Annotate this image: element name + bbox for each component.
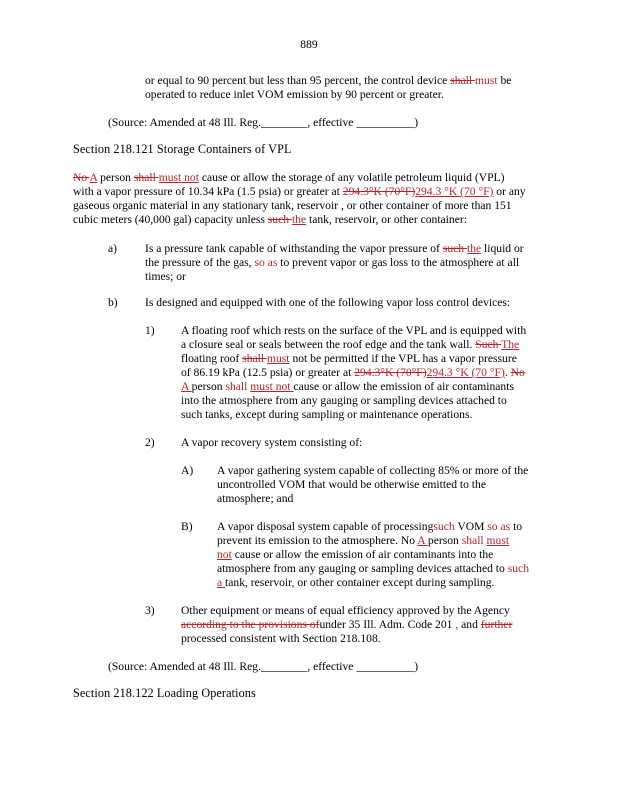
intro-line-4 <box>73 213 467 227</box>
item-b2b-line-4 <box>217 562 529 576</box>
section-122-heading: Section 218.122 Loading Operations <box>73 686 256 700</box>
text-run: to prevent vapor or gas loss to the atmosphere at all <box>277 256 520 269</box>
item-b2a-line-3: atmosphere; and <box>217 492 294 505</box>
deleted-text: according to the provisions of <box>181 618 320 631</box>
inserted-text: so as <box>487 520 511 533</box>
intro-line-1 <box>73 171 505 185</box>
text-run: and <box>458 618 481 631</box>
item-b2b-line-1 <box>217 520 522 534</box>
text-run: Is a pressure tank capable of withstanding the vapor pressure of <box>145 242 443 255</box>
item-b2b-label: B) <box>181 520 193 533</box>
deleted-text: shall <box>450 74 475 87</box>
item-a-label: a) <box>108 242 118 255</box>
page-number: 889 <box>300 38 318 51</box>
text-run: of 86.19 kPa (12.5 psia) or greater at <box>181 366 355 379</box>
text-run: . <box>504 366 511 379</box>
text-run: be <box>497 74 512 87</box>
top-paragraph-line-1 <box>145 74 511 88</box>
inserted-text: , <box>291 576 295 589</box>
inserted-text: so as <box>254 256 278 269</box>
source-note-2: (Source: Amended at 48 Ill. Reg.________, effective __________) <box>108 660 419 673</box>
inserted-text: 294.3 °K (70 °F) <box>426 366 505 379</box>
item-b3-line-3: processed consistent with Section 218.108. <box>181 632 381 645</box>
item-a-line-2 <box>145 256 519 270</box>
item-a-line-1 <box>145 242 524 256</box>
intro-line-2 <box>73 185 526 199</box>
deleted-text: 294.3°K (70°F) <box>342 185 416 198</box>
item-b-label: b) <box>108 296 118 309</box>
item-b1-label: 1) <box>145 324 155 337</box>
deleted-text: 294.3°K (70°F) <box>354 366 427 379</box>
deleted-text: such <box>442 242 467 255</box>
text-run: floating roof <box>181 352 243 365</box>
text-run: a closure seal or seals between the roof edge and the tank wall. <box>181 338 476 351</box>
item-b2-text: A vapor recovery system consisting of: <box>181 436 363 449</box>
item-b1-line-2 <box>181 338 519 352</box>
text-run: liquid or <box>481 242 524 255</box>
inserted-text: such <box>507 562 529 575</box>
text-run: not be permitted if the VPL has a vapor pressure <box>289 352 517 365</box>
text-run: A vapor disposal system capable of processing <box>217 520 434 533</box>
text-run: cubic meters (40,000 gal) capacity unless <box>73 213 268 226</box>
text-run: with a vapor pressure of 10.34 kPa (1.5 psia) or greater at <box>73 185 343 198</box>
item-b1-line-7: such tanks, except during sampling or maintenance operations. <box>181 408 473 421</box>
inserted-text: shall <box>225 380 251 393</box>
inserted-text: the <box>466 242 482 255</box>
inserted-text: not <box>217 548 232 561</box>
deleted-text: further <box>480 618 513 631</box>
source-note-1: (Source: Amended at 48 Ill. Reg.________, effective __________) <box>108 116 419 129</box>
text-run: cause or allow the emission of air contaminants into the <box>231 548 494 561</box>
inserted-text: A <box>89 171 98 184</box>
deleted-text: No <box>73 171 90 184</box>
text-run: tank, reservoir <box>225 576 292 589</box>
inserted-text: 294.3 °K (70 °F) <box>415 185 494 198</box>
deleted-text: shall <box>242 352 267 365</box>
item-b2a-line-2: uncontrolled VOM that would be otherwise emitted to the <box>217 478 486 491</box>
text-run: or other container except during sampling. <box>294 576 495 589</box>
text-run: prevent its emission to the atmosphere. No <box>217 534 418 547</box>
text-run: atmosphere from any gauging or sampling devices attached to <box>217 562 508 575</box>
item-a-line-3: times; or <box>145 270 186 283</box>
item-b2b-line-5 <box>217 576 494 590</box>
item-b3-label: 3) <box>145 604 155 617</box>
section-121-heading: Section 218.121 Storage Containers of VPL <box>73 142 292 156</box>
text-run: person <box>191 380 226 393</box>
intro-line-3: gaseous organic material in any stationary tank, reservoir , or other container of more than 151 <box>73 199 512 212</box>
item-b2a-line-1: A vapor gathering system capable of collecting 85% or more of the <box>217 464 529 477</box>
item-b1-line-1: A floating roof which rests on the surface of the VPL and is equipped with <box>181 324 527 337</box>
item-b1-line-5 <box>181 380 514 394</box>
inserted-text: the <box>291 213 307 226</box>
inserted-text: shall <box>461 534 487 547</box>
item-b1-line-3 <box>181 352 517 366</box>
text-run: or any <box>493 185 526 198</box>
item-b2a-label: A) <box>181 464 194 477</box>
text-run: to <box>510 520 523 533</box>
inserted-text: a <box>217 576 226 589</box>
text-run: cause or allow the emission of air contaminants <box>293 380 514 393</box>
inserted-text: A <box>181 380 192 393</box>
item-b1-line-6: into the atmosphere from any gauging or sampling devices attached to <box>181 394 507 407</box>
item-b2b-line-3 <box>217 548 493 562</box>
deleted-text: such <box>267 213 292 226</box>
text-run: person <box>427 534 462 547</box>
top-paragraph-line-2: operated to reduce inlet VOM emission by 90 percent or greater. <box>145 88 444 101</box>
text-run: VOM <box>454 520 488 533</box>
item-b3-line-1: Other equipment or means of equal efficiency approved by the Agency <box>181 604 510 617</box>
item-b1-line-4 <box>181 366 525 380</box>
text-run: under 35 Ill. Adm. Code 201 <box>319 618 456 631</box>
inserted-text: A <box>417 534 428 547</box>
item-b2b-line-2 <box>217 534 509 548</box>
inserted-text: must <box>475 74 498 87</box>
item-b2-label: 2) <box>145 436 155 449</box>
inserted-text: such <box>433 520 455 533</box>
text-run: or equal to 90 percent but less than 95 percent, the control device <box>145 74 451 87</box>
inserted-text: must not <box>158 171 199 184</box>
inserted-text: must not <box>250 380 294 393</box>
deleted-text: shall <box>133 171 159 184</box>
text-run: the pressure of the gas, <box>145 256 255 269</box>
deleted-text: Such <box>475 338 502 351</box>
text-run: cause or allow the storage of any volatile petroleum liquid (VPL) <box>198 171 505 184</box>
item-b3-line-2 <box>181 618 512 632</box>
inserted-text: , <box>455 618 459 631</box>
inserted-text: must <box>266 352 290 365</box>
text-run: person <box>97 171 134 184</box>
text-run: tank, reservoir, or other container: <box>306 213 467 226</box>
item-b-text: Is designed and equipped with one of the following vapor loss control devices: <box>145 296 511 309</box>
inserted-text: The <box>501 338 520 351</box>
inserted-text: must <box>486 534 510 547</box>
deleted-text: No <box>510 366 525 379</box>
